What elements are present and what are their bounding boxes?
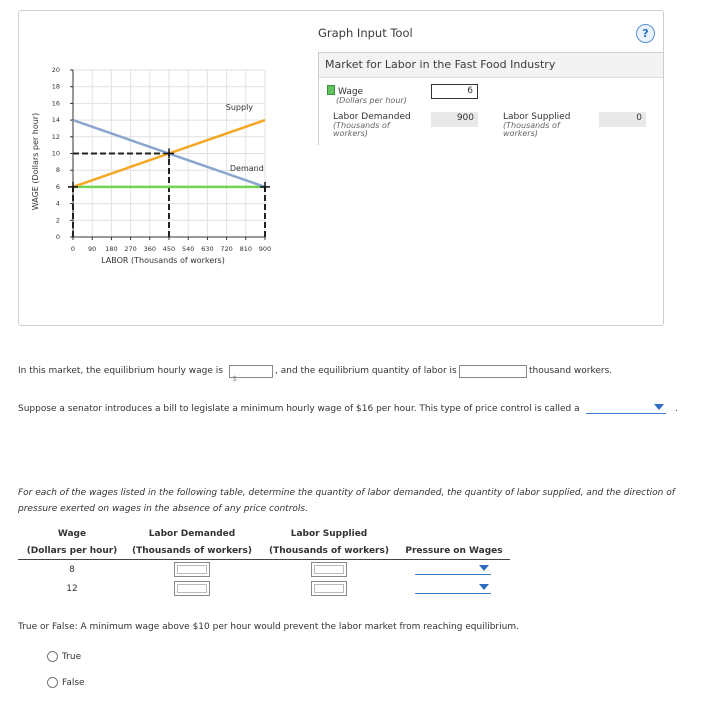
labor-supplied-label: Labor Supplied (Thousands of workers) <box>503 112 571 138</box>
x-tick-label: 630 <box>201 245 214 253</box>
input-tool-title: Graph Input Tool <box>318 26 413 40</box>
y-tick-label: 18 <box>51 82 60 91</box>
q1-middle: , and the equilibrium quantity of labor is <box>275 366 457 376</box>
labor-demanded-label: Labor Demanded (Thousands of workers) <box>333 112 411 138</box>
x-tick-label: 360 <box>143 245 157 253</box>
q1-prefix: In this market, the equilibrium hourly wage is <box>18 366 223 376</box>
x-tick-label: 450 <box>162 245 176 253</box>
radio-true-label: True <box>62 652 82 662</box>
q4-text: True or False: A minimum wage above $10 per hour would prevent the labor market from reaching equilibrium. <box>18 622 519 632</box>
chevron-down-icon <box>479 584 489 590</box>
equilibrium-wage-input[interactable] <box>229 365 273 383</box>
x-tick-label: 900 <box>258 245 272 253</box>
y-tick-label: 2 <box>55 216 60 225</box>
y-tick-label: 12 <box>51 132 60 141</box>
table-header-divider <box>18 559 510 560</box>
market-title: Market for Labor in the Fast Food Industry <box>325 58 556 71</box>
dollar-sign: $ <box>232 374 238 383</box>
demand-label: Demand <box>229 164 264 174</box>
y-tick-label: 8 <box>55 166 60 175</box>
wage-input[interactable]: 6 <box>431 84 478 99</box>
row2-supplied-input[interactable] <box>311 581 347 596</box>
q3-instructions: For each of the wages listed in the following table, determine the quantity of labor demanded, the quantity of labor supplied, and the direction of pressure exerted on wages in the absence of any price controls. <box>18 488 675 514</box>
x-tick-label: 270 <box>124 245 137 253</box>
input-tool-fields <box>319 77 663 145</box>
wage-line-swatch-icon <box>327 85 335 95</box>
table-row-wage: 8 <box>69 565 75 575</box>
x-tick-label: 810 <box>239 245 253 253</box>
q1-suffix: thousand workers. <box>529 366 613 376</box>
y-tick-label: 16 <box>51 99 60 108</box>
th-wage-1: Wage <box>57 529 87 539</box>
th-demanded-1: Labor Demanded <box>148 529 236 539</box>
table-row-wage: 12 <box>66 584 78 594</box>
chevron-down-icon <box>479 565 489 571</box>
x-tick-label: 90 <box>88 245 97 253</box>
wage-field-label: Wage (Dollars per hour) <box>327 85 407 105</box>
radio-true[interactable] <box>47 651 58 662</box>
help-icon[interactable]: ? <box>636 24 655 43</box>
th-supplied-2: (Thousands of workers) <box>269 546 389 556</box>
chevron-down-icon <box>654 404 664 410</box>
row1-demanded-input[interactable] <box>174 562 210 577</box>
radio-false[interactable] <box>47 677 58 688</box>
labor-demanded-value: 900 <box>431 112 478 127</box>
y-tick-label: 20 <box>51 66 60 74</box>
row2-pressure-dropdown[interactable] <box>415 581 491 594</box>
x-axis-title: LABOR (Thousands of workers) <box>101 256 225 265</box>
th-demanded-2: (Thousands of workers) <box>132 546 252 556</box>
th-supplied-1: Labor Supplied <box>290 529 368 539</box>
radio-false-label: False <box>62 678 85 688</box>
y-tick-label: 6 <box>55 182 60 191</box>
x-tick-label: 0 <box>70 245 76 253</box>
row1-supplied-input[interactable] <box>311 562 347 577</box>
x-tick-label: 540 <box>181 245 195 253</box>
y-tick-label: 4 <box>55 199 60 208</box>
supply-label: Supply <box>225 102 254 112</box>
labor-supplied-value: 0 <box>599 112 646 127</box>
row2-demanded-input[interactable] <box>174 581 210 596</box>
q2-period: . <box>675 404 678 414</box>
row1-pressure-dropdown[interactable] <box>415 562 491 575</box>
price-control-dropdown[interactable] <box>586 401 666 414</box>
x-tick-label: 180 <box>105 245 118 253</box>
y-tick-label: 0 <box>55 233 60 241</box>
th-pressure: Pressure on Wages <box>405 546 503 556</box>
y-axis-title: WAGE (Dollars per hour) <box>31 112 40 211</box>
th-wage-2: (Dollars per hour) <box>26 546 118 556</box>
q2-text: Suppose a senator introduces a bill to legislate a minimum hourly wage of $16 per hour. This type of price control is called a <box>18 404 580 414</box>
y-tick-label: 10 <box>51 149 60 158</box>
equilibrium-quantity-input[interactable] <box>459 365 527 378</box>
x-tick-label: 720 <box>220 245 233 253</box>
input-tool-box <box>318 52 664 145</box>
y-tick-label: 14 <box>51 116 60 125</box>
